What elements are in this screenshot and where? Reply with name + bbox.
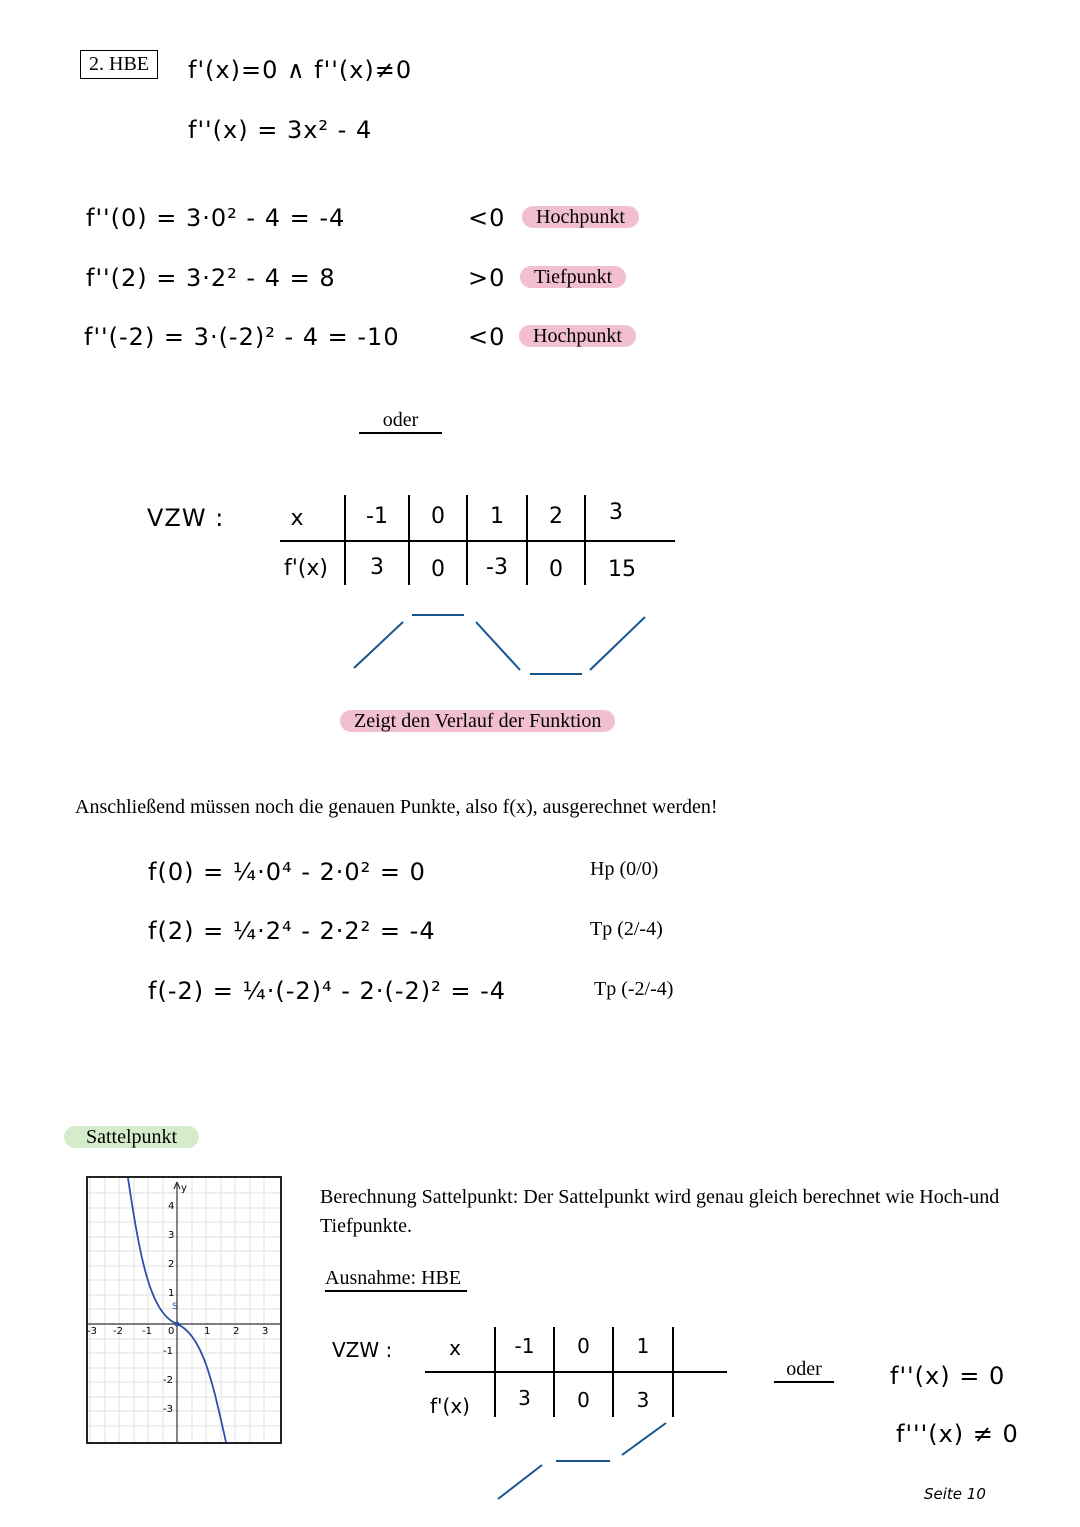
evaluation-expr: f''(-2) = 3·(-2)² - 4 = -10 (84, 323, 400, 351)
table-cell: 0 (549, 557, 563, 582)
saddle-condition: f'''(x) ≠ 0 (896, 1420, 1019, 1448)
evaluation-result-badge: Hochpunkt (522, 206, 639, 228)
page-number: Seite 10 (924, 1485, 986, 1503)
table-cell: -1 (366, 504, 388, 529)
point-result: Tp (2/-4) (590, 918, 663, 940)
graph-tick: 2 (168, 1259, 175, 1270)
vzw-label: VZW : (332, 1338, 393, 1362)
sattelpunkt-badge: Sattelpunkt (64, 1126, 199, 1148)
evaluation-sign: <0 (468, 323, 506, 351)
point-calc: f(0) = ¼·0⁴ - 2·0² = 0 (148, 858, 426, 886)
table-cell: 0 (431, 504, 445, 529)
graph-tick: 1 (204, 1326, 211, 1337)
graph-tick: -1 (163, 1346, 173, 1357)
sattelpunkt-description: Berechnung Sattelpunkt: Der Sattelpunkt wird genau gleich berechnet wie Hoch-und Tiefpunkte. (320, 1186, 1000, 1237)
points-intro: Anschließend müssen noch die genauen Punkte, also f(x), ausgerechnet werden! (75, 796, 718, 818)
table-cell: 3 (609, 500, 623, 525)
evaluation-expr: f''(2) = 3·2² - 4 = 8 (86, 264, 336, 292)
trend-sketch-saddle (490, 1415, 680, 1507)
graph-point-label: S (172, 1302, 178, 1312)
saddle-point-graph (86, 1176, 282, 1444)
graph-tick: 1 (168, 1288, 175, 1299)
table-header-x: x (449, 1336, 461, 1360)
exception-heading: Ausnahme: HBE (325, 1267, 467, 1292)
point-calc: f(-2) = ¼·(-2)⁴ - 2·(-2)² = -4 (148, 977, 507, 1005)
table-cell: 1 (636, 1334, 650, 1358)
second-derivative: f''(x) = 3x² - 4 (188, 116, 373, 144)
graph-tick: 3 (168, 1230, 175, 1241)
graph-tick: 0 (168, 1326, 175, 1337)
point-result: Hp (0/0) (590, 858, 659, 880)
table-header-fprime: f'(x) (284, 556, 328, 581)
graph-tick: -3 (87, 1326, 97, 1337)
table-cell: 2 (549, 504, 563, 529)
table-cell: 0 (431, 557, 445, 582)
hbe-condition: f'(x)=0 ∧ f''(x)≠0 (188, 56, 413, 84)
evaluation-result-badge: Hochpunkt (519, 325, 636, 347)
graph-tick: 2 (233, 1326, 240, 1337)
graph-tick: -2 (113, 1326, 123, 1337)
graph-tick: -1 (142, 1326, 152, 1337)
saddle-condition: f''(x) = 0 (890, 1362, 1006, 1390)
evaluation-result-badge: Tiefpunkt (520, 266, 626, 288)
oder-divider: oder (774, 1358, 834, 1383)
evaluation-sign: <0 (468, 204, 506, 232)
table-cell: 1 (490, 504, 504, 529)
point-calc: f(2) = ¼·2⁴ - 2·2² = -4 (148, 917, 436, 945)
table-cell: 3 (518, 1386, 531, 1410)
graph-y-label: y (181, 1183, 187, 1194)
hbe-label: 2. HBE (80, 50, 158, 79)
table-cell: 15 (608, 557, 636, 582)
evaluation-expr: f''(0) = 3·0² - 4 = -4 (86, 204, 346, 232)
vzw-label: VZW : (147, 504, 225, 532)
graph-tick: -2 (163, 1375, 173, 1386)
evaluation-sign: >0 (468, 264, 506, 292)
trend-note-badge: Zeigt den Verlauf der Funktion (340, 710, 615, 732)
table-cell: -3 (486, 555, 508, 580)
table-cell: -1 (514, 1334, 535, 1358)
table-cell: 0 (577, 1334, 590, 1358)
table-header-x: x (290, 506, 304, 531)
table-header-fprime: f'(x) (430, 1394, 470, 1418)
table-cell: 3 (370, 555, 384, 580)
graph-tick: -3 (163, 1404, 173, 1415)
table-cell: 3 (636, 1388, 650, 1412)
graph-tick: 3 (262, 1326, 269, 1337)
table-cell: 0 (577, 1388, 590, 1412)
oder-divider: oder (359, 409, 442, 434)
point-result: Tp (-2/-4) (594, 978, 674, 1000)
trend-sketch (340, 600, 660, 685)
graph-tick: 4 (168, 1201, 175, 1212)
